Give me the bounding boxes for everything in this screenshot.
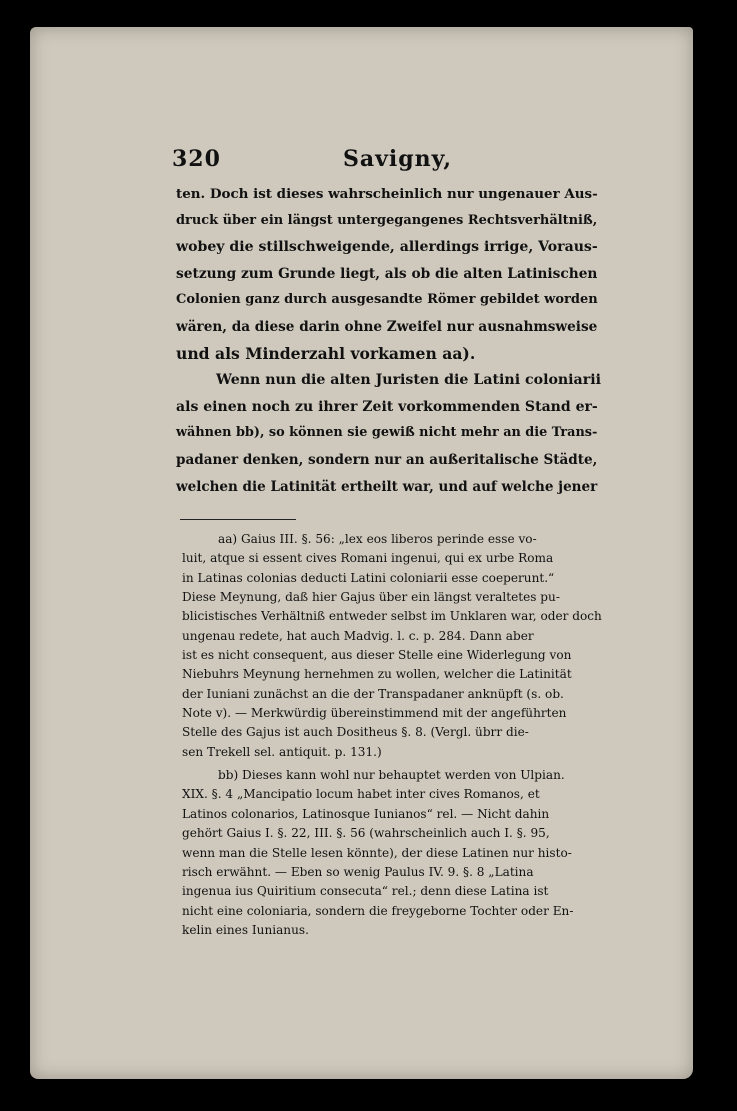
footnote-line: XIX. §. 4 „Mancipatio locum habet inter cives Romanos, et [182,787,540,802]
text-line: wähnen bb), so können sie gewiß nicht mehr an die Trans- [176,425,598,441]
text-line: wobey die stillschweigende, allerdings irrige, Voraus- [176,239,598,256]
text-line: druck über ein längst untergegangenes Rechtsverhältniß, [176,212,598,228]
text-line: setzung zum Grunde liegt, als ob die alten Latinischen [176,265,598,282]
footnote-line: der Iuniani zunächst an die der Transpadaner anknüpft (s. ob. [182,686,564,701]
footnotes [182,530,602,940]
page-header [172,146,602,176]
footnote-line: kelin eines Iunianus. [182,922,309,937]
text-line: und als Minderzahl vorkamen aa). [176,343,476,363]
footnote-line: Diese Meynung, daß hier Gajus über ein längst veraltetes pu- [182,590,560,605]
footnote-line: nicht eine coloniaria, sondern die freygeborne Tochter oder En- [182,903,574,918]
footnote-line: bb) Dieses kann wohl nur behauptet werden von Ulpian. [218,768,565,783]
footnote-line: wenn man die Stelle lesen könnte), der diese Latinen nur histo- [182,845,572,860]
footnote-line: aa) Gaius III. §. 56: „lex eos liberos perinde esse vo- [218,532,537,546]
footnote-line: gehört Gaius I. §. 22, III. §. 56 (wahrscheinlich auch I. §. 95, [182,826,550,841]
text-line: wären, da diese darin ohne Zweifel nur ausnahmsweise [176,318,598,335]
page-number: 320 [172,146,221,172]
footnote-line: Note v). — Merkwürdig übereinstimmend mit der angeführten [182,706,567,721]
footnote-line: in Latinas colonias deducti Latini coloniarii esse coeperunt.“ [182,570,555,585]
footnote-line: Latinos colonarios, Latinosque Iunianos“ rel. — Nicht dahin [182,806,550,821]
footnote-line: blicistisches Verhältniß entweder selbst im Unklaren war, oder doch [182,609,602,624]
text-line: als einen noch zu ihrer Zeit vorkommenden Stand er- [176,398,598,415]
footnote-line: ungenau redete, hat auch Madvig. l. c. p. 284. Dann aber [182,628,534,643]
text-line: Wenn nun die alten Juristen die Latini coloniarii [216,372,601,389]
footnote-line: Stelle des Gajus ist auch Dositheus §. 8. (Vergl. übrr die- [182,725,529,740]
footnote-line: ingenua ius Quiritium consecuta“ rel.; denn diese Latina ist [182,884,549,899]
footnote-line: ist es nicht consequent, aus dieser Stelle eine Widerlegung von [182,648,572,663]
footnote-line: Niebuhrs Meynung hernehmen zu wollen, welcher die Latinität [182,667,572,682]
text-line: welchen die Latinität ertheilt war, und auf welche jener [176,478,598,495]
footnote-rule [180,519,296,520]
text-line: Colonien ganz durch ausgesandte Römer gebildet worden [176,292,598,308]
footnote-line: risch erwähnt. — Eben so wenig Paulus IV. 9. §. 8 „Latina [182,864,534,879]
running-head: Savigny, [343,146,452,172]
footnote-line: luit, atque si essent cives Romani ingenui, qui ex urbe Roma [182,551,554,566]
main-text [176,181,602,500]
text-line: ten. Doch ist dieses wahrscheinlich nur ungenauer Aus- [176,186,598,202]
footnote-line: sen Trekell sel. antiquit. p. 131.) [182,744,382,759]
text-line: padaner denken, sondern nur an außeritalische Städte, [176,451,598,468]
